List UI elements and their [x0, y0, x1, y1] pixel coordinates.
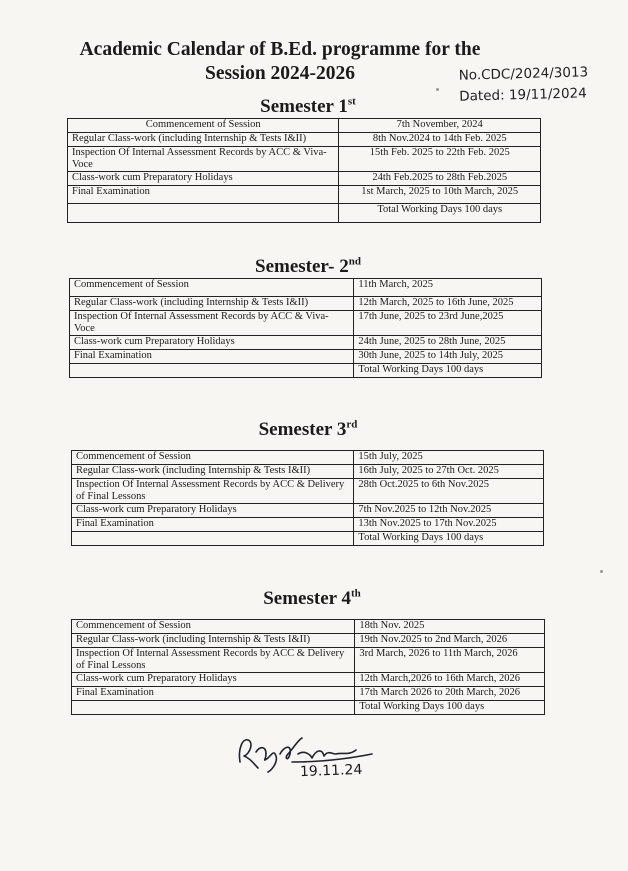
reference-number: No.CDC/2024/3013 — [458, 64, 589, 84]
table-cell-label: Final Examination — [72, 687, 355, 701]
table-cell-value: 16th July, 2025 to 27th Oct. 2025 — [354, 465, 544, 479]
table-cell-value: 12th March, 2025 to 16th June, 2025 — [354, 297, 542, 311]
table-cell-label: Inspection Of Internal Assessment Records by ACC & Viva- Voce — [68, 147, 339, 172]
table-cell-label: Inspection Of Internal Assessment Records by ACC & Delivery of Final Lessons — [72, 648, 355, 673]
table-row — [70, 336, 542, 350]
table-row — [70, 364, 542, 378]
table-cell-label — [72, 532, 354, 546]
table-cell-value: 8th Nov.2024 to 14th Feb. 2025 — [339, 133, 541, 147]
scan-speck — [600, 570, 603, 573]
semester-4-table — [71, 619, 545, 715]
table-cell-value: 24th Feb.2025 to 28th Feb.2025 — [339, 172, 541, 186]
semester-4-heading: Semester 4th — [263, 587, 361, 609]
table-cell-label: Class-work cum Preparatory Holidays — [72, 504, 354, 518]
scan-speck — [436, 88, 439, 91]
table-cell-label: Commencement of Session — [70, 279, 354, 297]
table-cell-label: Commencement of Session — [72, 620, 355, 634]
title-line-2: Session 2024-2026 — [204, 63, 356, 84]
handwritten-reference — [458, 62, 589, 107]
table-row — [68, 147, 541, 172]
semester-2-table — [69, 278, 542, 378]
table-cell-value: 11th March, 2025 — [354, 279, 542, 297]
reference-date: Dated: 19/11/2024 — [459, 85, 587, 105]
table-cell-label: Regular Class-work (including Internship & Tests I&II) — [72, 465, 354, 479]
table-cell-label — [68, 204, 339, 223]
table-cell-value: 17th June, 2025 to 23rd June,2025 — [354, 311, 542, 336]
table-cell-value: 7th November, 2024 — [339, 119, 541, 133]
table-row — [72, 518, 544, 532]
table-cell-value: Total Working Days 100 days — [354, 364, 542, 378]
table-row — [72, 673, 545, 687]
table-row — [72, 532, 544, 546]
table-cell-label: Final Examination — [70, 350, 354, 364]
semester-3-heading: Semester 3rd — [258, 418, 358, 440]
table-cell-value: 13th Nov.2025 to 17th Nov.2025 — [354, 518, 544, 532]
table-row — [70, 297, 542, 311]
semester-3-table — [71, 450, 544, 546]
table-cell-label: Final Examination — [68, 186, 339, 204]
table-cell-label: Regular Class-work (including Internship & Tests I&II) — [70, 297, 354, 311]
semester-1-table — [67, 118, 541, 223]
table-cell-label: Class-work cum Preparatory Holidays — [70, 336, 354, 350]
document-title — [70, 38, 490, 86]
table-cell-value: 7th Nov.2025 to 12th Nov.2025 — [354, 504, 544, 518]
table-row — [72, 479, 544, 504]
table-row — [72, 451, 544, 465]
table-row — [68, 133, 541, 147]
table-row — [68, 172, 541, 186]
table-cell-value: 17th March 2026 to 20th March, 2026 — [355, 687, 545, 701]
table-cell-value: 24th June, 2025 to 28th June, 2025 — [354, 336, 542, 350]
table-cell-label: Commencement of Session — [72, 451, 354, 465]
title-line-1: Academic Calendar of B.Ed. programme for the — [79, 39, 481, 60]
table-cell-label: Regular Class-work (including Internship & Tests I&II) — [68, 133, 339, 147]
table-cell-label: Class-work cum Preparatory Holidays — [72, 673, 355, 687]
table-cell-value: 28th Oct.2025 to 6th Nov.2025 — [354, 479, 544, 504]
semester-2-heading: Semester- 2nd — [255, 255, 361, 277]
table-cell-value: 12th March,2026 to 16th March, 2026 — [355, 673, 545, 687]
table-cell-value: 19th Nov.2025 to 2nd March, 2026 — [355, 634, 545, 648]
table-row — [68, 204, 541, 223]
table-row — [68, 119, 541, 133]
table-cell-label: Final Examination — [72, 518, 354, 532]
table-cell-value: Total Working Days 100 days — [355, 701, 545, 715]
table-cell-value: Total Working Days 100 days — [354, 532, 544, 546]
table-row — [72, 687, 545, 701]
table-row — [68, 186, 541, 204]
table-cell-label: Commencement of Session — [68, 119, 339, 133]
table-cell-value: Total Working Days 100 days — [339, 204, 541, 223]
table-row — [72, 465, 544, 479]
table-cell-value: 3rd March, 2026 to 11th March, 2026 — [355, 648, 545, 673]
table-row — [72, 634, 545, 648]
table-cell-label: Regular Class-work (including Internship & Tests I&II) — [72, 634, 355, 648]
table-cell-value: 15th Feb. 2025 to 22th Feb. 2025 — [339, 147, 541, 172]
signature-date: 19.11.24 — [299, 761, 363, 781]
table-cell-value: 18th Nov. 2025 — [355, 620, 545, 634]
table-row — [70, 311, 542, 336]
table-row — [70, 279, 542, 297]
table-cell-label: Class-work cum Preparatory Holidays — [68, 172, 339, 186]
table-cell-value: 1st March, 2025 to 10th March, 2025 — [339, 186, 541, 204]
table-row — [72, 648, 545, 673]
table-cell-label: Inspection Of Internal Assessment Records by ACC & Viva- Voce — [70, 311, 354, 336]
table-row — [72, 701, 545, 715]
table-cell-value: 15th July, 2025 — [354, 451, 544, 465]
table-cell-label — [72, 701, 355, 715]
table-row — [70, 350, 542, 364]
table-row — [72, 620, 545, 634]
table-row — [72, 504, 544, 518]
table-cell-label: Inspection Of Internal Assessment Records by ACC & Delivery of Final Lessons — [72, 479, 354, 504]
table-cell-value: 30th June, 2025 to 14th July, 2025 — [354, 350, 542, 364]
semester-1-heading: Semester 1st — [260, 95, 356, 117]
table-cell-label — [70, 364, 354, 378]
